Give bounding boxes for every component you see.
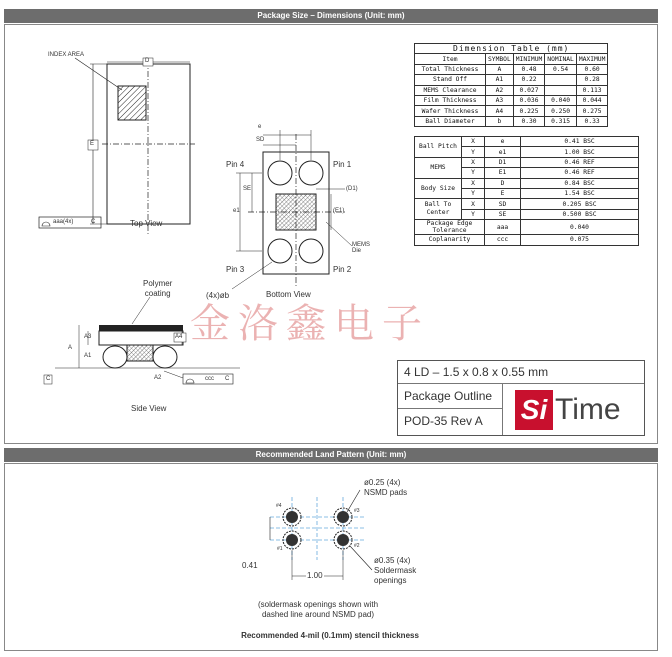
- land-caption: (soldermask openings shown with dashed line around NSMD pad): [257, 600, 379, 619]
- stencil-note: Recommended 4-mil (0.1mm) stencil thickness: [241, 631, 419, 640]
- th-item: Item: [415, 54, 486, 64]
- table-row: Package Edge Tolerance aaa 0.040: [415, 220, 639, 235]
- dim-d-label: D: [145, 58, 150, 64]
- ccc-ref-label: C: [225, 376, 230, 382]
- pad2-label: #2: [354, 543, 360, 549]
- outline-line1: 4 LD – 1.5 x 0.8 x 0.55 mm: [404, 365, 549, 379]
- th-max: MAXIMUM: [576, 54, 608, 64]
- a4-label: A4: [175, 334, 183, 340]
- pin4-label: Pin 4: [226, 160, 245, 169]
- a3-label: A3: [84, 334, 92, 340]
- table-caption: Dimension Table (mm): [415, 44, 608, 54]
- d1-dim-label: (D1): [346, 186, 358, 192]
- top-view-label: Top View: [130, 219, 163, 228]
- a2-label: A2: [154, 375, 162, 381]
- watermark: 金洛鑫电子: [190, 301, 430, 347]
- a-label: A: [68, 345, 73, 351]
- section-header-land: Recommended Land Pattern (Unit: mm): [4, 448, 658, 462]
- table-row: Wafer Thickness A4 0.225 0.250 0.275: [415, 106, 608, 116]
- nsmd-pads-note: ø0.25 (4x) NSMD pads: [364, 478, 408, 497]
- index-area-label: INDEX AREA: [48, 52, 85, 58]
- dim-e-label: E: [90, 141, 95, 147]
- pad4-label: #4: [276, 503, 282, 509]
- table-row: Coplanarity ccc 0.075: [415, 235, 639, 245]
- pad1-label: #1: [277, 546, 283, 552]
- soldermask-note: ø0.35 (4x) Soldermask openings: [374, 556, 417, 585]
- table-row: MEMS Clearance A2 0.027 0.113: [415, 85, 608, 95]
- pad3-label: #3: [354, 508, 360, 514]
- outline-line3: POD-35 Rev A: [404, 414, 483, 428]
- pitch-x-label: 0.41: [242, 561, 258, 570]
- th-nom: NOMINAL: [545, 54, 577, 64]
- table-row: Y E 1.54 BSC: [415, 188, 639, 198]
- flatness-ref: C: [91, 219, 96, 225]
- th-min: MINIMUM: [513, 54, 545, 64]
- datum-c-label: C: [46, 376, 51, 382]
- e1-dim-label: e1: [233, 208, 240, 214]
- pin3-label: Pin 3: [226, 265, 245, 274]
- table-row: Y e1 1.00 BSC: [415, 147, 639, 157]
- side-view-label: Side View: [131, 404, 167, 413]
- table-row: Ball Diameter b 0.30 0.315 0.33: [415, 116, 608, 126]
- bottom-view-label: Bottom View: [266, 290, 311, 299]
- mems-die-label: MEMS Die: [352, 242, 370, 254]
- logo-time: Time: [555, 393, 621, 426]
- sd-dim-label: SD: [256, 137, 265, 143]
- e-dim-label: e: [258, 124, 262, 130]
- table-row: Ball To Center X SD 0.205 BSC: [415, 199, 639, 209]
- se-dim-label: SE: [243, 186, 252, 192]
- ccc-label: ccc: [205, 376, 214, 382]
- a1-label: A1: [84, 353, 92, 359]
- table-row: Stand Off A1 0.22 0.28: [415, 75, 608, 85]
- th-symbol: SYMBOL: [486, 54, 514, 64]
- table-row: Y E1 0.46 REF: [415, 168, 639, 178]
- pitch-y-label: 1.00: [307, 571, 323, 580]
- table-row: Ball Pitch X e 0.41 BSC: [415, 137, 639, 147]
- section-header-package: Package Size – Dimensions (Unit: mm): [4, 9, 658, 23]
- table-row: Body Size X D 0.84 BSC: [415, 178, 639, 188]
- ball-diameter-label: (4x)øb: [206, 291, 230, 300]
- e1c-dim-label: (E1): [333, 208, 345, 214]
- table-row: Film Thickness A3 0.036 0.040 0.044: [415, 95, 608, 105]
- logo-si: Si: [515, 390, 553, 430]
- flatness-label: aaa(4x): [53, 219, 74, 225]
- pin1-label: Pin 1: [333, 160, 352, 169]
- polymer-label: Polymer coating: [143, 279, 173, 298]
- table-row: Total Thickness A 0.48 0.54 0.60: [415, 64, 608, 74]
- table-row: Y SE 0.500 BSC: [415, 209, 639, 219]
- outline-line2: Package Outline: [404, 389, 493, 403]
- pin2-label: Pin 2: [333, 265, 352, 274]
- table-row: MEMS X D1 0.46 REF: [415, 157, 639, 167]
